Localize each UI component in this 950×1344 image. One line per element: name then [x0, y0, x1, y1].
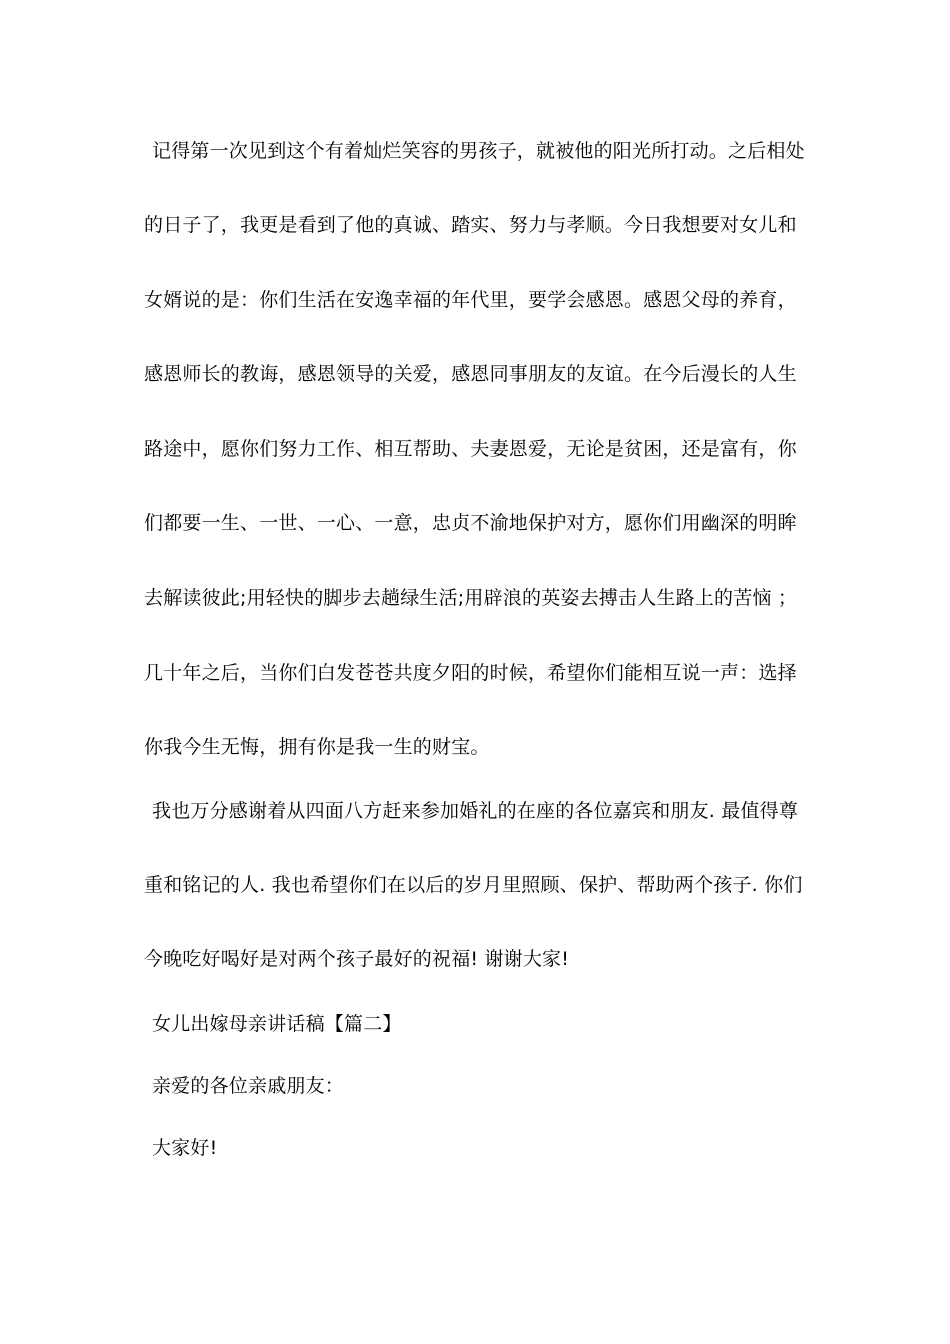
paragraph-1-line-4: 感恩师长的教诲，感恩领导的关爱，感恩同事朋友的友谊。在今后漫长的人生: [144, 363, 797, 385]
paragraph-1-line-3: 女婿说的是：你们生活在安逸幸福的年代里，要学会感恩。感恩父母的养育，: [144, 289, 797, 311]
paragraph-1-line-5: 路途中，愿你们努力工作、相互帮助、夫妻恩爱，无论是贫困，还是富有，你: [144, 438, 797, 460]
paragraph-1-line-9: 你我今生无悔，拥有你是我一生的财宝。: [144, 736, 490, 758]
salutation: 亲爱的各位亲戚朋友：: [152, 1075, 345, 1097]
paragraph-1-line-7: 去解读彼此;用轻快的脚步去趟绿生活;用辟浪的英姿去搏击人生路上的苦恼 ；: [144, 587, 798, 609]
paragraph-1-line-1: 记得第一次见到这个有着灿烂笑容的男孩子，就被他的阳光所打动。之后相处: [152, 140, 805, 162]
paragraph-1-line-6: 们都要一生、一世、一心、一意，忠贞不渝地保护对方，愿你们用幽深的明眸: [144, 512, 797, 534]
paragraph-1-line-8: 几十年之后，当你们白发苍苍共度夕阳的时候，希望你们能相互说一声：选择: [144, 662, 797, 684]
paragraph-2-line-2: 重和铭记的人. 我也希望你们在以后的岁月里照顾、保护、帮助两个孩子. 你们: [144, 874, 803, 896]
section-heading: 女儿出嫁母亲讲话稿【篇二】: [152, 1013, 402, 1035]
greeting: 大家好!: [152, 1137, 218, 1159]
paragraph-2-line-3: 今晚吃好喝好是对两个孩子最好的祝福! 谢谢大家!: [144, 948, 570, 970]
paragraph-2-line-1: 我也万分感谢着从四面八方赶来参加婚礼的在座的各位嘉宾和朋友. 最值得尊: [152, 800, 799, 822]
paragraph-1-line-2: 的日子了，我更是看到了他的真诚、踏实、努力与孝顺。今日我想要对女儿和: [144, 214, 797, 236]
